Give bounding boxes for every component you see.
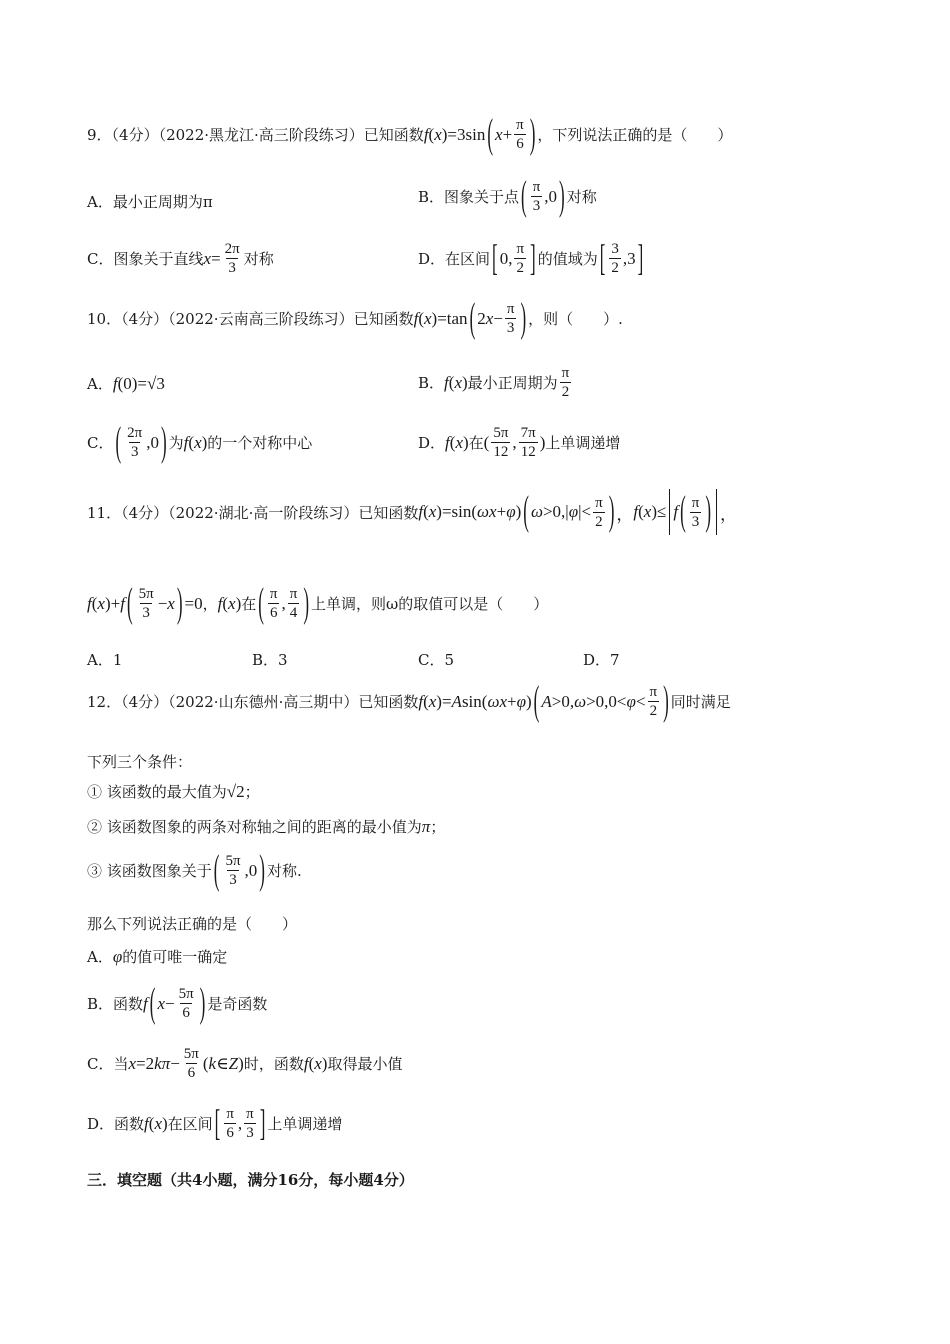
q11-stem-line2: f ( x )+ f ( $\frac{5\pi}{3}$ − x ) =0 ， f ( x ) 在 ( $\frac{\pi}{6}$ , $\frac{\pi}{4}$ ) 上单调，则ω的取值可以是（ ） <box>87 579 549 626</box>
q9-stem: 9．（4分）（2022·黑龙江·高三阶段练习）已知函数 f ( x )=3sin ( x + $\frac{\pi}{6}$ ) ，下列说法正确的是（ ） <box>87 110 733 157</box>
q10-stem: 10．（4分）（2022·云南高三阶段练习）已知函数 f ( x )=tan ( 2 x − $\frac{\pi}{3}$ ) ，则（ ）. <box>87 294 623 341</box>
section-3-heading: 三．填空题（共4小题，满分16分，每小题4分） <box>87 1171 414 1189</box>
q9-option-b: B．图象关于点 ( $\frac{\pi}{3}$ ,0 ) 对称 <box>418 172 597 219</box>
q9-head: 9．（4分）（2022·黑龙江·高三阶段练习）已知函数 <box>87 126 424 144</box>
q9-option-a: A．最小正周期为π <box>87 193 213 211</box>
q10-option-b: B． f ( x ) 最小正周期为 $\frac{\pi}{2}$ <box>418 365 570 400</box>
fraction: $\frac{\pi}{6}$ <box>516 117 524 152</box>
q9-tail: ，下列说法正确的是（ ） <box>537 126 733 144</box>
q12-option-a: A． φ 的值可唯一确定 <box>87 946 228 966</box>
q9-option-d: D．在区间 [ 0, $\frac{\pi}{2}$ ] 的值域为 [ $\frac{3}{2}$ ,3 ] <box>418 236 644 279</box>
q12-option-d: D．函数 f ( x ) 在区间 [ $\frac{\pi}{6}$ , $\frac{\pi}{3}$ ] 上单调递增 <box>87 1101 343 1144</box>
q10-option-d: D． f ( x ) 在 ( $\frac{5\pi}{12}$ , $\frac{7\pi}{12}$ ) 上单调递增 <box>418 425 621 460</box>
q11-option-b: B．3 <box>252 651 288 669</box>
q11-option-d: D．7 <box>583 651 620 669</box>
q9-option-c: C．图象关于直线 x = $\frac{2\pi}{3}$ 对称 <box>87 241 274 276</box>
q12-option-c: C．当 x =2 kπ − $\frac{5\pi}{6}$ ( k ∈ Z ) 时，函数 f ( x ) 取得最小值 <box>87 1046 403 1081</box>
q12-condition-3: ③ 该函数图象关于 ( $\frac{5\pi}{3}$ ,0 ) 对称. <box>87 846 302 893</box>
q12-line2: 下列三个条件： <box>87 753 193 771</box>
q11-stem: 11．（4分）（2022·湖北·高一阶段练习）已知函数 f ( x )=sin( ωx + φ ) ( ω >0,| φ |< $\frac{\pi}{2}$ ) ， f ( x )≤ f ( $\frac{\pi}{3}$ ) ， <box>87 488 737 534</box>
q11-option-a: A．1 <box>87 651 123 669</box>
q12-option-b: B．函数 f ( x − $\frac{5\pi}{6}$ ) 是奇函数 <box>87 979 268 1026</box>
q10-option-c: C． ( $\frac{2\pi}{3}$ ,0 ) 为 f ( x ) 的一个对称中心 <box>87 418 313 465</box>
q12-ask: 那么下列说法正确的是（ ） <box>87 915 298 933</box>
q10-option-a: A． f (0)=√3 <box>87 373 165 393</box>
q12-condition-2: ② 该函数图象的两条对称轴之间的距离的最小值为 π ； <box>87 816 446 836</box>
q11-option-c: C．5 <box>418 651 455 669</box>
q12-stem: 12．（4分）（2022·山东德州·高三期中）已知函数 f ( x )= A sin( ωx + φ ) ( A >0, ω >0,0< φ < $\frac{\pi}{2}$ ) 同时满足 <box>87 677 731 724</box>
q12-condition-1: ① 该函数的最大值为 √2 ； <box>87 781 260 801</box>
